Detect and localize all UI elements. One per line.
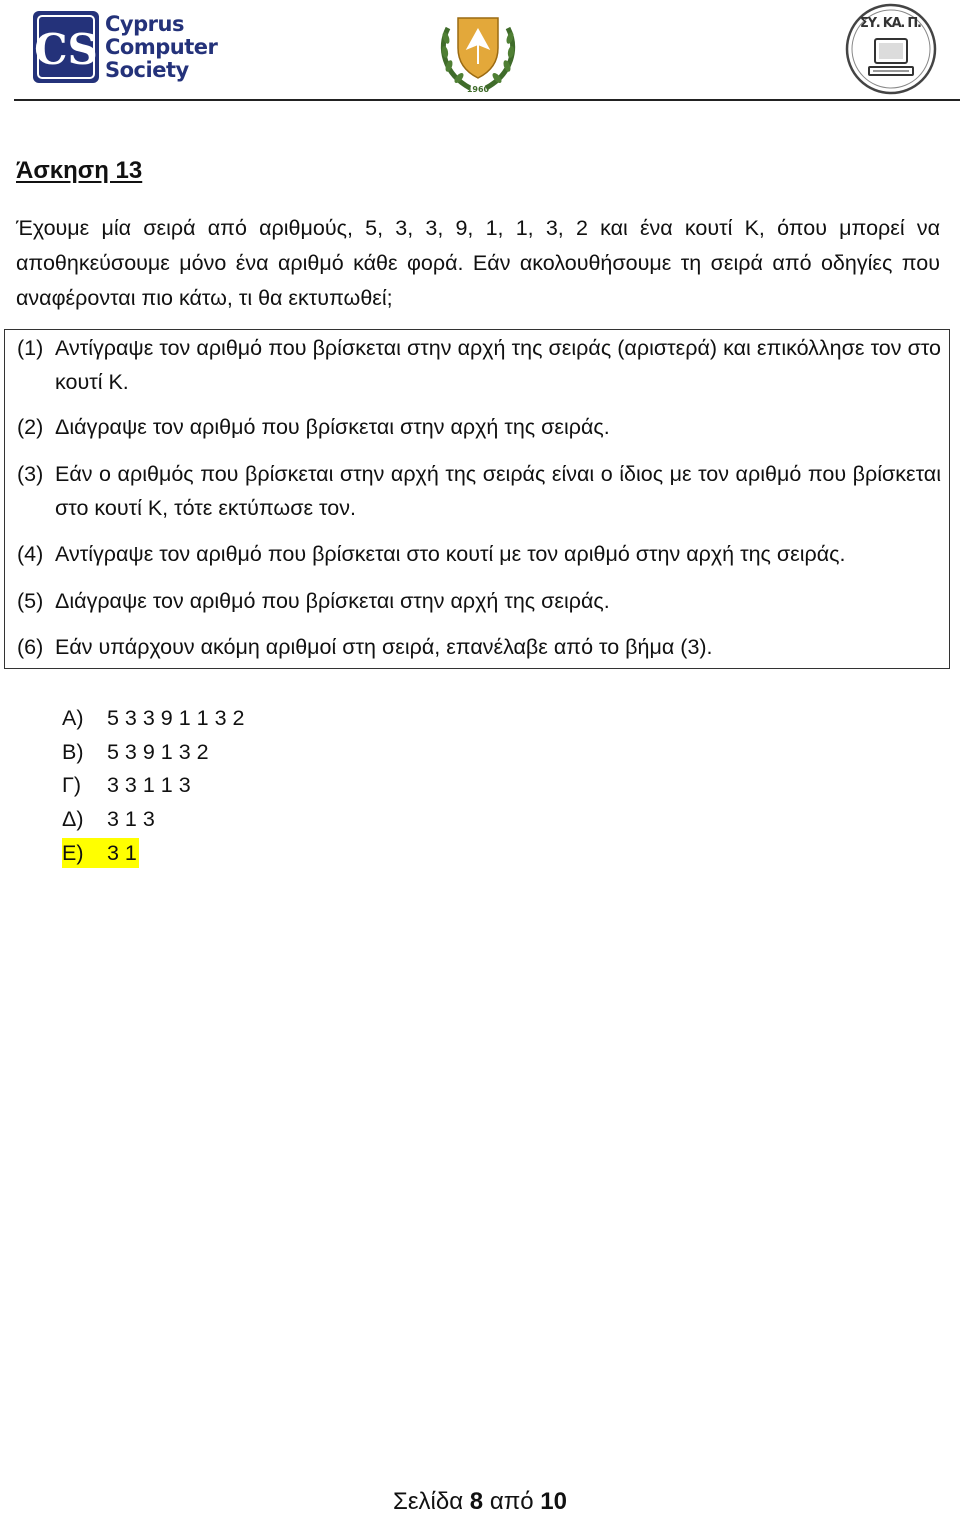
step-text: Διάγραψε τον αριθμό που βρίσκεται στην αρχή της σειράς. — [55, 415, 610, 439]
svg-text:ΣΥ. ΚΑ. Π.: ΣΥ. ΚΑ. Π. — [860, 16, 922, 31]
step-4 — [17, 537, 941, 571]
step-text: Εάν υπάρχουν ακόμη αριθμοί στη σειρά, επανέλαβε από το βήμα (3). — [55, 635, 713, 659]
step-2 — [17, 410, 941, 444]
cs-logo-line3: Society — [105, 58, 189, 82]
cs-logo-line1: Cyprus — [105, 12, 184, 36]
exercise-title: Άσκηση 13 — [16, 157, 143, 184]
step-text: Αντίγραψε τον αριθμό που βρίσκεται στο κουτί με τον αριθμό στην αρχή της σειράς. — [55, 542, 846, 566]
answer-letter: Α) — [62, 706, 84, 730]
step-5 — [17, 584, 941, 618]
intro-text: Έχουμε μία σειρά από αριθμούς, 5, 3, 3, 9, 1, 1, 3, 2 και ένα κουτί Κ, όπου μπορεί να αποθηκεύσουμε μόνο ένα αριθμό κάθε φορά. Εάν ακολουθήσουμε τη σειρά από οδηγίες που αναφέρονται πιο κάτω, τι θα εκτυπωθεί; — [16, 216, 940, 310]
step-text: Αντίγραψε τον αριθμό που βρίσκεται στην αρχή της σειράς (αριστερά) και επικόλλησε τον στο κουτί Κ. — [55, 336, 941, 394]
step-1 — [17, 331, 941, 399]
footer-prefix: Σελίδα — [393, 1488, 464, 1515]
exercise-intro — [16, 211, 940, 316]
svg-text:CS: CS — [34, 25, 98, 74]
cs-logo-text — [105, 13, 217, 82]
footer-page-number: 8 — [469, 1488, 484, 1515]
answer-option-c — [62, 770, 202, 800]
answer-option-a — [62, 703, 258, 733]
step-6 — [17, 630, 941, 664]
answer-values: 5 3 9 1 3 2 — [107, 740, 209, 764]
page-footer — [0, 1488, 960, 1516]
cs-logo-line2: Computer — [105, 35, 218, 59]
answer-option-e — [62, 838, 139, 868]
answer-letter: Ε) — [62, 841, 84, 865]
step-number: (3) — [17, 462, 44, 486]
step-number: (5) — [17, 589, 44, 613]
answer-values: 5 3 3 9 1 1 3 2 — [107, 706, 245, 730]
instructions-box — [4, 329, 950, 669]
step-text: Εάν ο αριθμός που βρίσκεται στην αρχή της σειράς είναι ο ίδιος με τον αριθμό που βρίσκεται στο κουτί Κ, τότε εκτύπωσε τον. — [55, 462, 941, 520]
answer-letter: Γ) — [62, 773, 82, 797]
answer-values: 3 3 1 1 3 — [107, 773, 191, 797]
cyprus-computer-society-logo — [32, 10, 218, 86]
step-3 — [17, 457, 941, 525]
answer-values: 3 1 — [107, 841, 137, 865]
step-text: Διάγραψε τον αριθμό που βρίσκεται στην αρχή της σειράς. — [55, 589, 610, 613]
step-number: (2) — [17, 415, 44, 439]
header-divider — [14, 99, 960, 101]
sykap-logo-icon — [845, 3, 937, 95]
cs-logo-icon — [32, 10, 100, 84]
footer-total-pages: 10 — [540, 1488, 567, 1515]
answer-values: 3 1 3 — [107, 807, 155, 831]
answer-option-b — [62, 737, 222, 767]
answer-option-d — [62, 804, 162, 834]
footer-of: από — [489, 1488, 534, 1515]
page-header — [0, 0, 960, 104]
answer-letter: Δ) — [62, 807, 84, 831]
cyprus-crest-icon — [434, 8, 522, 94]
step-number: (1) — [17, 336, 44, 360]
step-number: (4) — [17, 542, 44, 566]
answer-letter: Β) — [62, 740, 84, 764]
step-number: (6) — [17, 635, 44, 659]
svg-text:1960: 1960 — [466, 85, 490, 94]
